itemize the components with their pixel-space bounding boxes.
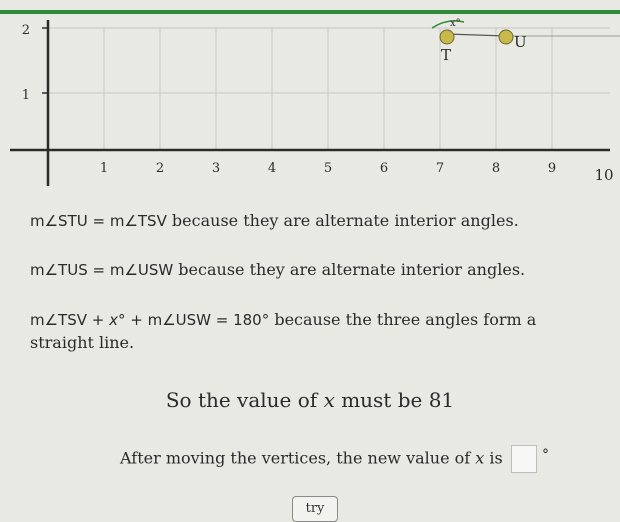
angle-label: x°	[450, 18, 461, 29]
try-button[interactable]: try	[292, 496, 338, 522]
point-label-T: T	[441, 46, 452, 64]
new-value-prompt	[120, 445, 537, 473]
statement-1-math: m∠STU = m∠TSV	[30, 212, 167, 230]
result-suffix: must be 81	[334, 388, 455, 412]
result-variable: x	[323, 388, 335, 412]
vertex-U	[499, 30, 513, 44]
statement-3-reason: because the three angles form a	[269, 310, 537, 329]
prompt-suffix: is	[484, 448, 503, 468]
y-tick-label-2: 2	[21, 23, 30, 38]
statement-1	[30, 211, 519, 231]
x-tick-label-8: 8	[491, 161, 501, 176]
statement-2-reason: because they are alternate interior angles.	[173, 260, 526, 279]
x-tick-label-9: 9	[547, 161, 557, 176]
statement-2	[30, 260, 525, 280]
statement-3-math-b: ° + m∠USW = 180°	[118, 311, 270, 329]
x-tick-label-10: 10	[594, 166, 614, 184]
statement-3-variable: x	[109, 311, 118, 329]
x-tick-label-6: 6	[379, 161, 389, 176]
x-tick-label-5: 5	[323, 161, 333, 176]
point-label-U: U	[514, 33, 527, 51]
answer-input[interactable]	[511, 445, 537, 473]
x-tick-label-4: 4	[267, 161, 277, 176]
x-tick-label-2: 2	[155, 161, 165, 176]
result-statement	[0, 388, 620, 412]
statement-1-reason: because they are alternate interior angles.	[166, 211, 519, 230]
x-tick-label-1: 1	[99, 161, 109, 176]
prompt-variable: x	[475, 448, 485, 468]
statement-3-math-a: m∠TSV +	[30, 311, 110, 329]
x-tick-label-3: 3	[211, 161, 221, 176]
vertex-T	[440, 30, 454, 44]
coordinate-graph	[0, 0, 620, 190]
statement-2-math: m∠TUS = m∠USW	[30, 261, 174, 279]
prompt-text: After moving the vertices, the new value of	[120, 448, 476, 468]
statement-4: straight line.	[30, 333, 135, 352]
statement-3	[30, 310, 536, 330]
x-tick-label-7: 7	[435, 161, 445, 176]
degree-symbol: °	[542, 447, 549, 463]
y-tick-label-1: 1	[21, 88, 30, 103]
result-prefix: So the value of	[165, 388, 324, 412]
